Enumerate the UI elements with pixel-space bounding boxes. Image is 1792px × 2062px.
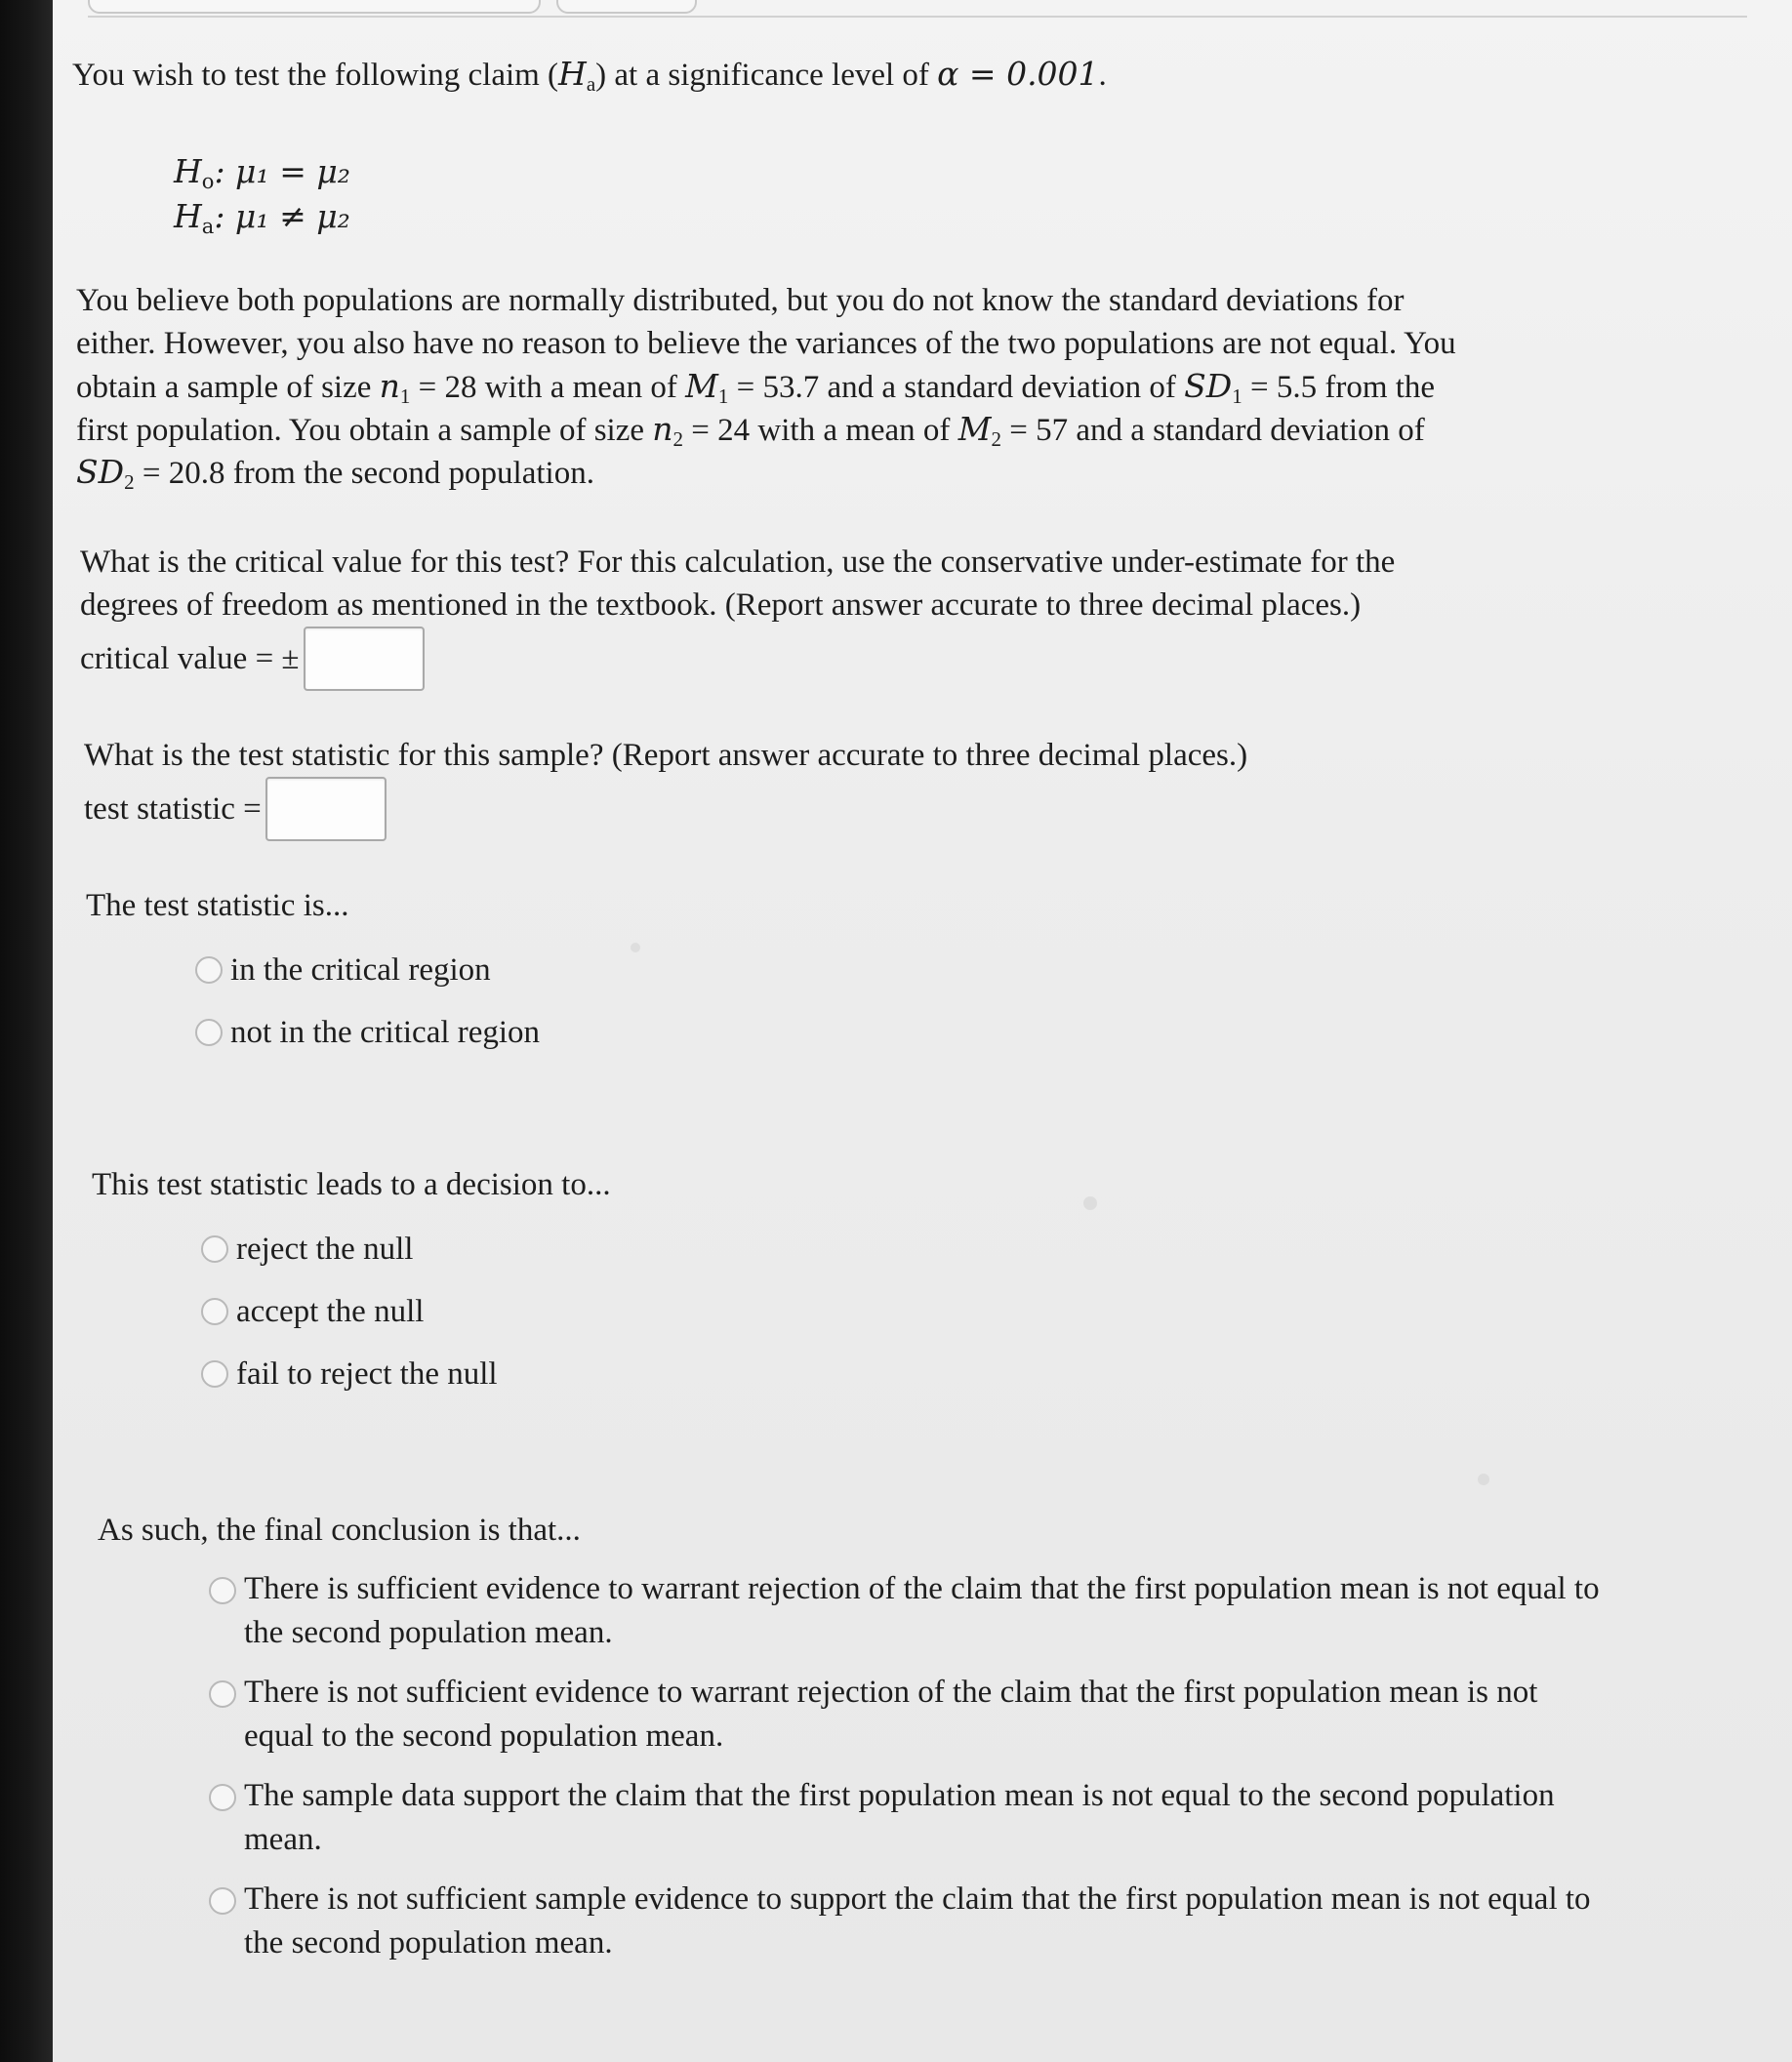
region-option-not-in-critical-region-label: not in the critical region [230,1015,541,1050]
decision-option-fail-to-reject-null-label: fail to reject the null [236,1356,498,1392]
test-statistic-input[interactable] [265,777,387,841]
monitor-bezel [0,0,53,2062]
sd1-subscript: 1 [1232,384,1242,408]
alternative-hypothesis [174,197,350,246]
critical-value-row [80,627,425,691]
m2-subscript: 2 [991,427,1001,451]
decision-option-accept-null-label: accept the null [236,1294,425,1329]
alternative-hypothesis-expression: : μ₁ ≠ μ₂ [214,197,350,235]
m1-subscript: 1 [717,384,729,408]
conclusion-option-4-radio[interactable] [209,1887,236,1915]
null-hypothesis-symbol: H [174,152,202,190]
test-statistic-label: test statistic = [84,791,262,827]
n1-label: n [379,367,400,405]
null-hypothesis-subscript: o [201,170,215,193]
critical-question-line-2: degrees of freedom as mentioned in the textbook. (Report answer accurate to three decimal places.) [80,587,1362,623]
alternative-hypothesis-subscript: a [201,215,215,238]
description-line-5b: from the second population. [224,456,594,491]
description-line-4b: with a mean of [750,413,958,448]
ha-subscript: a [586,72,596,96]
description-line-4c: and a standard deviation of [1068,413,1425,448]
conclusion-option-3-label: The sample data support the claim that the first population mean is not equal to the second population mean. [244,1778,1555,1857]
description-line-4a: first population. You obtain a sample of size [76,413,653,448]
ha-symbol: H [558,55,587,93]
question-content [72,0,1731,2062]
decision-option-accept-null-radio[interactable] [201,1298,228,1325]
description-line-2: either. However, you also have no reason to believe the variances of the two populations are not equal. You [76,326,1456,361]
n2-value: = 24 [683,413,751,448]
claim-intro-prefix: You wish to test the following claim ( [72,58,559,93]
conclusion-option-3[interactable] [209,1774,1614,1862]
critical-value-input[interactable] [304,627,425,691]
region-question-prompt: The test statistic is... [86,888,349,923]
claim-intro [72,53,1107,105]
screen-smudge [1478,1474,1489,1485]
description-line-5 [76,451,594,504]
decision-option-fail-to-reject-null-radio[interactable] [201,1360,228,1388]
alternative-hypothesis-symbol: H [174,197,202,235]
n1-subscript: 1 [399,384,411,408]
conclusion-question-prompt: As such, the final conclusion is that... [98,1513,581,1548]
region-option-in-critical-region-radio[interactable] [195,956,223,984]
description-line-1: You believe both populations are normally distributed, but you do not know the standard deviations for [76,283,1405,318]
decision-option-reject-null-label: reject the null [236,1232,414,1267]
n2-subscript: 2 [672,427,684,451]
conclusion-option-1[interactable] [209,1567,1614,1655]
decision-question-prompt: This test statistic leads to a decision to... [92,1167,611,1202]
description-line-3c: and a standard deviation of [819,370,1185,405]
region-option-in-critical-region[interactable] [195,949,491,991]
description-line-3d: from the [1317,370,1436,405]
region-option-not-in-critical-region-radio[interactable] [195,1019,223,1046]
conclusion-option-3-radio[interactable] [209,1784,236,1811]
sd2-subscript: 2 [124,470,135,494]
decision-option-reject-null-radio[interactable] [201,1235,228,1263]
m2-value: = 57 [1000,413,1069,448]
null-hypothesis [174,152,350,201]
conclusion-option-1-label: There is sufficient evidence to warrant rejection of the claim that the first population mean is not equal to the second population mean. [244,1571,1600,1650]
decision-option-reject-null[interactable] [201,1228,413,1271]
m1-value: = 53.7 [728,370,820,405]
critical-value-label: critical value = ± [80,641,300,676]
region-option-in-critical-region-label: in the critical region [230,952,491,988]
n1-value: = 28 [410,370,477,405]
sd2-value: = 20.8 [134,456,225,491]
test-statistic-question: What is the test statistic for this sample? (Report answer accurate to three decimal places.) [84,738,1248,773]
null-hypothesis-expression: : μ₁ = μ₂ [214,152,351,190]
conclusion-option-1-radio[interactable] [209,1577,236,1604]
claim-intro-suffix: ) at a significance level of [595,58,938,93]
alpha-label: α = 0.001 [937,55,1099,93]
m2-label: M [957,410,992,448]
region-option-not-in-critical-region[interactable] [195,1011,540,1054]
sd2-label: SD [76,453,125,491]
sd1-value: = 5.5 [1242,370,1318,405]
question-panel [53,0,1792,2062]
conclusion-option-2-label: There is not sufficient evidence to warrant rejection of the claim that the first population mean is not equal to the second population mean. [244,1675,1538,1754]
description-line-3b: with a mean of [476,370,686,405]
decision-option-fail-to-reject-null[interactable] [201,1353,498,1395]
claim-intro-period: . [1098,58,1107,93]
description-line-3a: obtain a sample of size [76,370,380,405]
m1-label: M [685,367,718,405]
conclusion-option-4[interactable] [209,1878,1614,1965]
conclusion-option-2[interactable] [209,1671,1614,1759]
conclusion-option-2-radio[interactable] [209,1680,236,1708]
conclusion-option-4-label: There is not sufficient sample evidence to support the claim that the first population mean is not equal to the second population mean. [244,1881,1591,1961]
sd1-label: SD [1184,367,1233,405]
decision-option-accept-null[interactable] [201,1290,424,1333]
screen-smudge [631,943,640,952]
n2-label: n [652,410,673,448]
critical-question-line-1: What is the critical value for this test? For this calculation, use the conservative under-estimate for the [80,545,1396,580]
screen-smudge [1083,1196,1097,1210]
test-statistic-row [84,777,387,841]
